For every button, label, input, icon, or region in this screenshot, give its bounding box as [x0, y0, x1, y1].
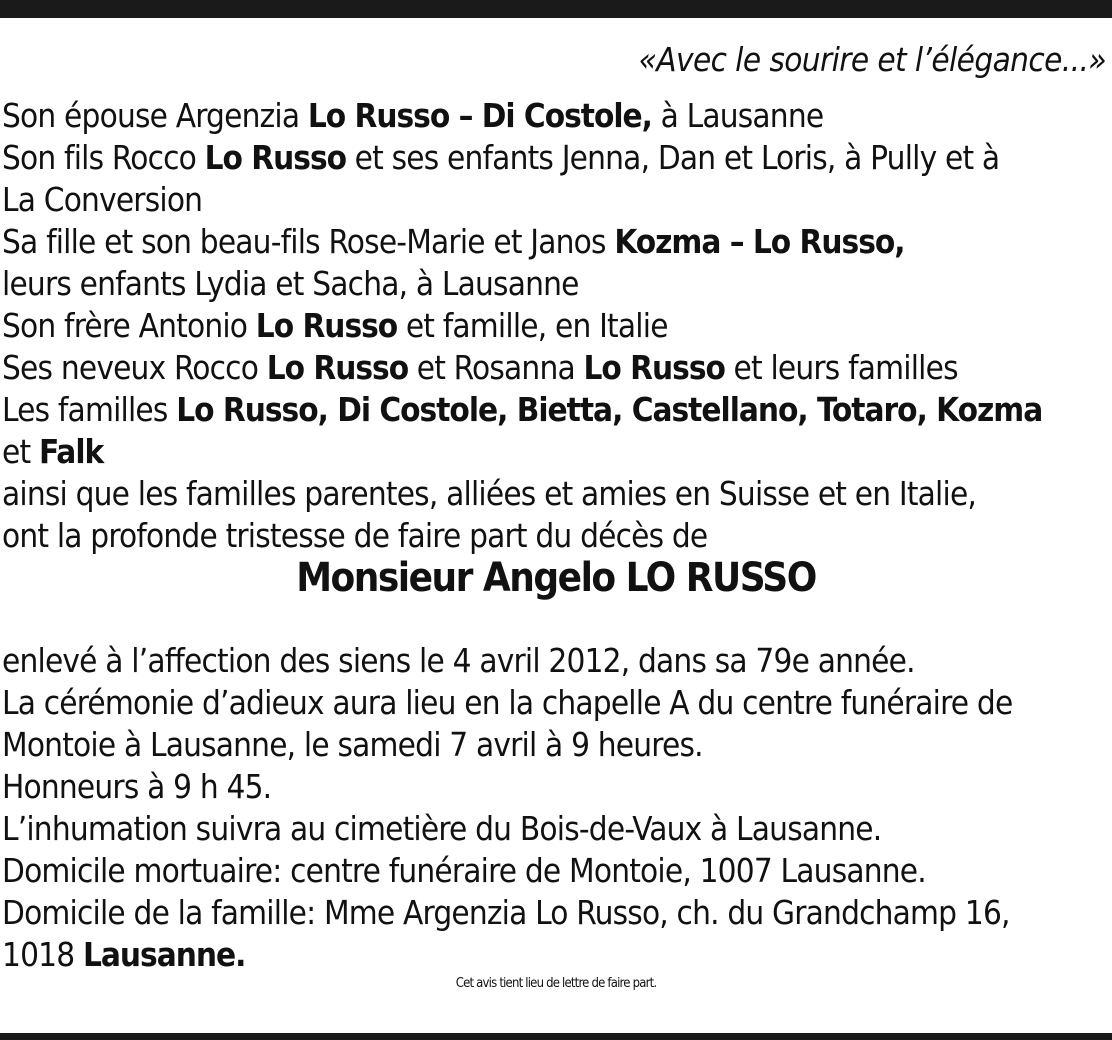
- family-line: [2, 137, 1108, 179]
- text: La cérémonie d’adieux aura lieu en la chapelle A du centre funéraire de: [2, 683, 1013, 722]
- text: et: [2, 432, 39, 471]
- text: 1018: [2, 935, 83, 974]
- family-line: [2, 431, 1108, 473]
- detail-line: [2, 808, 1108, 850]
- bottom-rule: [0, 1033, 1112, 1040]
- family-line: [2, 347, 1108, 389]
- bold-name: Falk: [38, 432, 104, 471]
- text: Sa fille et son beau-fils Rose-Marie et Janos: [2, 222, 615, 261]
- text: La Conversion: [2, 180, 203, 219]
- family-line: [2, 263, 1108, 305]
- text: Domicile de la famille: Mme Argenzia Lo Russo, ch. du Grandchamp 16,: [2, 893, 1010, 932]
- motto: «Avec le sourire et l’élégance...»: [638, 40, 1106, 79]
- text: Domicile mortuaire: centre funéraire de Montoie, 1007 Lausanne.: [2, 851, 926, 890]
- text: Son épouse Argenzia: [2, 96, 308, 135]
- text: et Rosanna: [408, 348, 584, 387]
- bold-name: Lo Russo – Di Costole,: [307, 96, 652, 135]
- detail-line: [2, 682, 1108, 724]
- bold-name: Lo Russo: [255, 306, 398, 345]
- text: Son fils Rocco: [2, 138, 205, 177]
- detail-line: [2, 934, 1108, 976]
- detail-line: [2, 850, 1108, 892]
- text: L’inhumation suivra au cimetière du Bois-de-Vaux à Lausanne.: [2, 809, 882, 848]
- text: Son frère Antonio: [2, 306, 256, 345]
- top-rule: [0, 0, 1112, 18]
- family-line: [2, 95, 1108, 137]
- text: Les familles: [2, 390, 177, 429]
- text: à Lausanne: [651, 96, 824, 135]
- bold-city: Lausanne.: [82, 935, 246, 974]
- text: Ses neveux Rocco: [2, 348, 267, 387]
- text: ainsi que les familles parentes, alliées et amies en Suisse et en Italie,: [2, 474, 977, 513]
- detail-line: [2, 640, 1108, 682]
- text: et ses enfants Jenna, Dan et Loris, à Pully et à: [346, 138, 1000, 177]
- bold-name: Lo Russo: [204, 138, 347, 177]
- family-line: [2, 305, 1108, 347]
- details-list: [2, 640, 1108, 976]
- detail-line: [2, 766, 1108, 808]
- text: ont la profonde tristesse de faire part du décès de: [2, 516, 708, 555]
- detail-line: [2, 724, 1108, 766]
- family-list: [2, 95, 1108, 557]
- text: Montoie à Lausanne, le samedi 7 avril à 9 heures.: [2, 725, 703, 764]
- text: leurs enfants Lydia et Sacha, à Lausanne: [2, 264, 579, 303]
- family-line: [2, 389, 1108, 431]
- bold-name: Lo Russo: [266, 348, 409, 387]
- closing-note: Cet avis tient lieu de lettre de faire part.: [455, 976, 657, 991]
- text: Honneurs à 9 h 45.: [2, 767, 272, 806]
- family-line: [2, 221, 1108, 263]
- detail-line: [2, 892, 1108, 934]
- bold-name: Lo Russo: [583, 348, 725, 387]
- deceased-name: Monsieur Angelo LO RUSSO: [296, 555, 816, 601]
- text: et famille, en Italie: [397, 306, 668, 345]
- family-line: [2, 179, 1108, 221]
- bold-name: Kozma – Lo Russo,: [614, 222, 905, 261]
- family-line: [2, 473, 1108, 515]
- bold-name: Lo Russo, Di Costole, Bietta, Castellano, Totaro, Kozma: [176, 390, 1043, 429]
- text: enlevé à l’affection des siens le 4 avril 2012, dans sa 79e année.: [2, 641, 915, 680]
- family-line: [2, 515, 1108, 557]
- text: et leurs familles: [724, 348, 958, 387]
